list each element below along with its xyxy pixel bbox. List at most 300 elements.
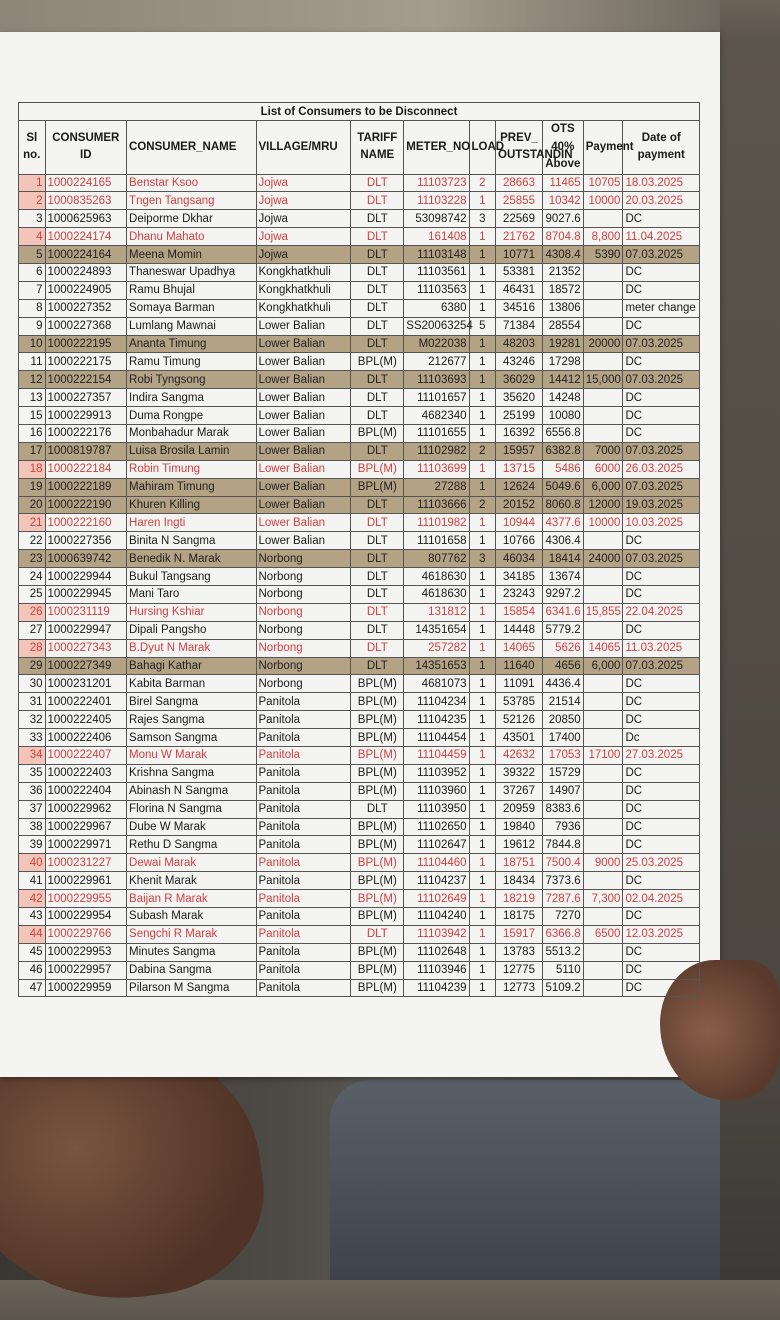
table-row bbox=[19, 442, 700, 460]
cell-payment bbox=[583, 675, 623, 693]
cell-prev-outstanding: 11091 bbox=[496, 675, 543, 693]
cell-prev-outstanding: 13783 bbox=[496, 943, 543, 961]
cell-meter: 11103723 bbox=[404, 174, 469, 192]
cell-consumer-name: Somaya Barman bbox=[127, 299, 256, 317]
cell-consumer-name: Pilarson M Sangma bbox=[127, 979, 256, 997]
cell-load: 1 bbox=[469, 478, 496, 496]
cell-consumer-id: 1000229954 bbox=[45, 908, 127, 926]
cell-ots: 10080 bbox=[542, 407, 583, 425]
cell-load: 1 bbox=[469, 424, 496, 442]
cell-tariff: BPL(M) bbox=[351, 979, 404, 997]
cell-consumer-id: 1000224165 bbox=[45, 174, 127, 192]
cell-date: DC bbox=[623, 585, 700, 603]
cell-consumer-id: 1000222184 bbox=[45, 460, 127, 478]
cell-payment bbox=[583, 782, 623, 800]
table-row bbox=[19, 281, 700, 299]
cell-date: DC bbox=[623, 263, 700, 281]
header-meter: METER_NO bbox=[404, 121, 469, 175]
cell-meter: 11103960 bbox=[404, 782, 469, 800]
cell-load: 1 bbox=[469, 693, 496, 711]
cell-load: 1 bbox=[469, 568, 496, 586]
cell-prev-outstanding: 19612 bbox=[496, 836, 543, 854]
cell-consumer-name: Ananta Timung bbox=[127, 335, 256, 353]
cell-meter: 11102649 bbox=[404, 890, 469, 908]
table-row bbox=[19, 263, 700, 281]
cell-consumer-name: Lumlang Mawnai bbox=[127, 317, 256, 335]
cell-ots: 17298 bbox=[542, 353, 583, 371]
cell-tariff: DLT bbox=[351, 550, 404, 568]
cell-tariff: BPL(M) bbox=[351, 782, 404, 800]
cell-date: DC bbox=[623, 568, 700, 586]
cell-sl: 22 bbox=[19, 532, 46, 550]
cell-load: 1 bbox=[469, 675, 496, 693]
header-consumer-id: CONSUMER ID bbox=[45, 121, 127, 175]
header-tariff: TARIFF NAME bbox=[351, 121, 404, 175]
cell-sl: 34 bbox=[19, 747, 46, 765]
cell-sl: 47 bbox=[19, 979, 46, 997]
cell-consumer-name: Monbahadur Marak bbox=[127, 424, 256, 442]
header-date: Date of payment bbox=[623, 121, 700, 175]
cell-meter: 11104234 bbox=[404, 693, 469, 711]
cell-sl: 32 bbox=[19, 711, 46, 729]
cell-village: Lower Balian bbox=[256, 442, 351, 460]
cell-sl: 28 bbox=[19, 639, 46, 657]
cell-prev-outstanding: 34516 bbox=[496, 299, 543, 317]
cell-ots: 4377.6 bbox=[542, 514, 583, 532]
cell-prev-outstanding: 20959 bbox=[496, 800, 543, 818]
cell-date: DC bbox=[623, 210, 700, 228]
cell-prev-outstanding: 37267 bbox=[496, 782, 543, 800]
cell-consumer-id: 1000222175 bbox=[45, 353, 127, 371]
cell-prev-outstanding: 15917 bbox=[496, 925, 543, 943]
cell-consumer-id: 1000222406 bbox=[45, 729, 127, 747]
cell-ots: 14907 bbox=[542, 782, 583, 800]
cell-meter: 11103561 bbox=[404, 263, 469, 281]
cell-village: Jojwa bbox=[256, 246, 351, 264]
cell-tariff: DLT bbox=[351, 210, 404, 228]
cell-date: DC bbox=[623, 711, 700, 729]
cell-meter: 11103148 bbox=[404, 246, 469, 264]
cell-sl: 43 bbox=[19, 908, 46, 926]
table-row bbox=[19, 228, 700, 246]
cell-payment bbox=[583, 263, 623, 281]
cell-consumer-id: 1000222190 bbox=[45, 496, 127, 514]
cell-sl: 25 bbox=[19, 585, 46, 603]
cell-consumer-id: 1000229961 bbox=[45, 872, 127, 890]
cell-village: Norbong bbox=[256, 603, 351, 621]
cell-ots: 13674 bbox=[542, 568, 583, 586]
cell-ots: 15729 bbox=[542, 764, 583, 782]
cell-meter: 11103699 bbox=[404, 460, 469, 478]
header-ots: OTS 40% Above bbox=[542, 121, 583, 175]
cell-ots: 6382.8 bbox=[542, 442, 583, 460]
cell-sl: 8 bbox=[19, 299, 46, 317]
cell-ots: 6366.8 bbox=[542, 925, 583, 943]
cell-payment: 8,800 bbox=[583, 228, 623, 246]
table-title: List of Consumers to be Disconnect bbox=[19, 103, 700, 121]
cell-consumer-id: 1000227352 bbox=[45, 299, 127, 317]
cell-prev-outstanding: 28663 bbox=[496, 174, 543, 192]
cell-ots: 7270 bbox=[542, 908, 583, 926]
cell-date: DC bbox=[623, 675, 700, 693]
cell-prev-outstanding: 15854 bbox=[496, 603, 543, 621]
cell-consumer-id: 1000224174 bbox=[45, 228, 127, 246]
cell-village: Norbong bbox=[256, 657, 351, 675]
table-row bbox=[19, 908, 700, 926]
cell-tariff: BPL(M) bbox=[351, 711, 404, 729]
cell-village: Panitola bbox=[256, 764, 351, 782]
cell-ots: 5513.2 bbox=[542, 943, 583, 961]
cell-ots: 6556.8 bbox=[542, 424, 583, 442]
cell-meter: 4681073 bbox=[404, 675, 469, 693]
cell-consumer-name: Sengchi R Marak bbox=[127, 925, 256, 943]
cell-village: Jojwa bbox=[256, 192, 351, 210]
cell-tariff: BPL(M) bbox=[351, 890, 404, 908]
cell-consumer-name: B.Dyut N Marak bbox=[127, 639, 256, 657]
cell-ots: 9027.6 bbox=[542, 210, 583, 228]
cell-sl: 7 bbox=[19, 281, 46, 299]
cell-sl: 6 bbox=[19, 263, 46, 281]
cell-consumer-name: Robin Timung bbox=[127, 460, 256, 478]
cell-payment bbox=[583, 353, 623, 371]
cell-village: Norbong bbox=[256, 639, 351, 657]
cell-sl: 10 bbox=[19, 335, 46, 353]
cell-sl: 30 bbox=[19, 675, 46, 693]
cell-consumer-name: Binita N Sangma bbox=[127, 532, 256, 550]
cell-sl: 24 bbox=[19, 568, 46, 586]
cell-village: Lower Balian bbox=[256, 478, 351, 496]
cell-load: 1 bbox=[469, 943, 496, 961]
cell-village: Panitola bbox=[256, 711, 351, 729]
cell-meter: 161408 bbox=[404, 228, 469, 246]
cell-sl: 12 bbox=[19, 371, 46, 389]
cell-consumer-name: Birel Sangma bbox=[127, 693, 256, 711]
cell-meter: 11101657 bbox=[404, 389, 469, 407]
table-row bbox=[19, 335, 700, 353]
cell-sl: 35 bbox=[19, 764, 46, 782]
cell-ots: 6341.6 bbox=[542, 603, 583, 621]
cell-meter: 11103228 bbox=[404, 192, 469, 210]
cell-village: Norbong bbox=[256, 621, 351, 639]
cell-prev-outstanding: 42632 bbox=[496, 747, 543, 765]
cell-consumer-name: Mani Taro bbox=[127, 585, 256, 603]
cell-tariff: BPL(M) bbox=[351, 675, 404, 693]
cell-load: 5 bbox=[469, 317, 496, 335]
cell-tariff: DLT bbox=[351, 442, 404, 460]
cell-ots: 14248 bbox=[542, 389, 583, 407]
cell-meter: 11101982 bbox=[404, 514, 469, 532]
cell-village: Lower Balian bbox=[256, 460, 351, 478]
table-body bbox=[19, 174, 700, 997]
cell-consumer-id: 1000227356 bbox=[45, 532, 127, 550]
cell-prev-outstanding: 18751 bbox=[496, 854, 543, 872]
cell-tariff: DLT bbox=[351, 263, 404, 281]
cell-consumer-name: Krishna Sangma bbox=[127, 764, 256, 782]
cell-meter: 11104459 bbox=[404, 747, 469, 765]
cell-sl: 42 bbox=[19, 890, 46, 908]
table-row bbox=[19, 657, 700, 675]
cell-sl: 17 bbox=[19, 442, 46, 460]
table-row bbox=[19, 371, 700, 389]
cell-meter: 257282 bbox=[404, 639, 469, 657]
cell-payment: 15,000 bbox=[583, 371, 623, 389]
cell-load: 1 bbox=[469, 890, 496, 908]
cell-date: 11.04.2025 bbox=[623, 228, 700, 246]
cell-meter: 11101658 bbox=[404, 532, 469, 550]
cell-date: 07.03.2025 bbox=[623, 335, 700, 353]
cell-prev-outstanding: 18175 bbox=[496, 908, 543, 926]
cell-payment: 5390 bbox=[583, 246, 623, 264]
cell-meter: 11104235 bbox=[404, 711, 469, 729]
table-row bbox=[19, 174, 700, 192]
cell-date: DC bbox=[623, 943, 700, 961]
table-row bbox=[19, 353, 700, 371]
table-row bbox=[19, 603, 700, 621]
cell-payment: 15,855 bbox=[583, 603, 623, 621]
cell-prev-outstanding: 48203 bbox=[496, 335, 543, 353]
cell-ots: 10342 bbox=[542, 192, 583, 210]
cell-load: 1 bbox=[469, 603, 496, 621]
cell-payment bbox=[583, 818, 623, 836]
cell-tariff: BPL(M) bbox=[351, 764, 404, 782]
table-row bbox=[19, 961, 700, 979]
cell-village: Norbong bbox=[256, 585, 351, 603]
cell-consumer-id: 1000224905 bbox=[45, 281, 127, 299]
cell-prev-outstanding: 10766 bbox=[496, 532, 543, 550]
cell-tariff: BPL(M) bbox=[351, 460, 404, 478]
cell-load: 1 bbox=[469, 299, 496, 317]
cell-prev-outstanding: 53381 bbox=[496, 263, 543, 281]
cell-ots: 5049.6 bbox=[542, 478, 583, 496]
cell-load: 1 bbox=[469, 872, 496, 890]
table-row bbox=[19, 568, 700, 586]
cell-prev-outstanding: 43501 bbox=[496, 729, 543, 747]
cell-prev-outstanding: 34185 bbox=[496, 568, 543, 586]
cell-tariff: DLT bbox=[351, 335, 404, 353]
cell-consumer-id: 1000222405 bbox=[45, 711, 127, 729]
cell-prev-outstanding: 20152 bbox=[496, 496, 543, 514]
cell-sl: 38 bbox=[19, 818, 46, 836]
table-row bbox=[19, 818, 700, 836]
cell-sl: 27 bbox=[19, 621, 46, 639]
cell-load: 1 bbox=[469, 657, 496, 675]
cell-load: 1 bbox=[469, 711, 496, 729]
cell-consumer-id: 1000231201 bbox=[45, 675, 127, 693]
cell-ots: 8060.8 bbox=[542, 496, 583, 514]
cell-meter: 11103952 bbox=[404, 764, 469, 782]
cell-village: Lower Balian bbox=[256, 389, 351, 407]
cell-ots: 18414 bbox=[542, 550, 583, 568]
cell-load: 1 bbox=[469, 407, 496, 425]
cell-consumer-id: 1000222154 bbox=[45, 371, 127, 389]
table-row bbox=[19, 675, 700, 693]
cell-consumer-name: Benstar Ksoo bbox=[127, 174, 256, 192]
cell-ots: 11465 bbox=[542, 174, 583, 192]
cell-load: 1 bbox=[469, 836, 496, 854]
cell-consumer-name: Duma Rongpe bbox=[127, 407, 256, 425]
cell-tariff: DLT bbox=[351, 639, 404, 657]
cell-payment bbox=[583, 317, 623, 335]
cell-village: Lower Balian bbox=[256, 424, 351, 442]
cell-prev-outstanding: 22569 bbox=[496, 210, 543, 228]
cell-sl: 19 bbox=[19, 478, 46, 496]
cell-load: 1 bbox=[469, 854, 496, 872]
cell-date: DC bbox=[623, 818, 700, 836]
cell-prev-outstanding: 12624 bbox=[496, 478, 543, 496]
cell-payment: 12000 bbox=[583, 496, 623, 514]
header-consumer-name: CONSUMER_NAME bbox=[127, 121, 256, 175]
table-row bbox=[19, 389, 700, 407]
cell-village: Lower Balian bbox=[256, 353, 351, 371]
cell-date: 07.03.2025 bbox=[623, 371, 700, 389]
cell-prev-outstanding: 36029 bbox=[496, 371, 543, 389]
cell-date: 07.03.2025 bbox=[623, 478, 700, 496]
cell-consumer-id: 1000229957 bbox=[45, 961, 127, 979]
cell-consumer-id: 1000227349 bbox=[45, 657, 127, 675]
cell-date: 20.03.2025 bbox=[623, 192, 700, 210]
cell-consumer-id: 1000229913 bbox=[45, 407, 127, 425]
consumer-table-container bbox=[18, 102, 700, 997]
cell-prev-outstanding: 16392 bbox=[496, 424, 543, 442]
cell-date: 07.03.2025 bbox=[623, 246, 700, 264]
cell-prev-outstanding: 19840 bbox=[496, 818, 543, 836]
header-sl: Sl no. bbox=[19, 121, 46, 175]
cell-tariff: DLT bbox=[351, 389, 404, 407]
cell-payment bbox=[583, 281, 623, 299]
cell-payment: 7000 bbox=[583, 442, 623, 460]
cell-village: Lower Balian bbox=[256, 532, 351, 550]
cell-consumer-name: Mahiram Timung bbox=[127, 478, 256, 496]
cell-prev-outstanding: 10771 bbox=[496, 246, 543, 264]
cell-sl: 36 bbox=[19, 782, 46, 800]
cell-consumer-name: Dipali Pangsho bbox=[127, 621, 256, 639]
cell-date: DC bbox=[623, 532, 700, 550]
cell-payment: 6,000 bbox=[583, 478, 623, 496]
cell-payment bbox=[583, 961, 623, 979]
cell-date: DC bbox=[623, 693, 700, 711]
cell-village: Norbong bbox=[256, 550, 351, 568]
cell-ots: 19281 bbox=[542, 335, 583, 353]
cell-tariff: BPL(M) bbox=[351, 908, 404, 926]
cell-consumer-name: Ramu Bhujal bbox=[127, 281, 256, 299]
cell-ots: 7287.6 bbox=[542, 890, 583, 908]
cell-payment: 9000 bbox=[583, 854, 623, 872]
cell-sl: 31 bbox=[19, 693, 46, 711]
cell-ots: 18572 bbox=[542, 281, 583, 299]
cell-payment: 14065 bbox=[583, 639, 623, 657]
cell-tariff: BPL(M) bbox=[351, 353, 404, 371]
consumer-table bbox=[18, 102, 700, 997]
cell-date: 02.04.2025 bbox=[623, 890, 700, 908]
table-row bbox=[19, 299, 700, 317]
cell-tariff: DLT bbox=[351, 496, 404, 514]
cell-date: DC bbox=[623, 782, 700, 800]
cell-ots: 17400 bbox=[542, 729, 583, 747]
cell-village: Panitola bbox=[256, 872, 351, 890]
cell-payment bbox=[583, 693, 623, 711]
cell-load: 3 bbox=[469, 550, 496, 568]
cell-load: 1 bbox=[469, 764, 496, 782]
table-row bbox=[19, 943, 700, 961]
cell-consumer-name: Deiporme Dkhar bbox=[127, 210, 256, 228]
cell-meter: 11104239 bbox=[404, 979, 469, 997]
cell-payment: 20000 bbox=[583, 335, 623, 353]
cell-ots: 21352 bbox=[542, 263, 583, 281]
cell-date: DC bbox=[623, 836, 700, 854]
cell-village: Norbong bbox=[256, 568, 351, 586]
cell-village: Panitola bbox=[256, 925, 351, 943]
cell-payment: 7,300 bbox=[583, 890, 623, 908]
cell-tariff: DLT bbox=[351, 603, 404, 621]
cell-tariff: DLT bbox=[351, 532, 404, 550]
cell-ots: 4656 bbox=[542, 657, 583, 675]
cell-consumer-id: 1000222176 bbox=[45, 424, 127, 442]
cell-meter: 4682340 bbox=[404, 407, 469, 425]
cell-prev-outstanding: 18434 bbox=[496, 872, 543, 890]
cell-sl: 26 bbox=[19, 603, 46, 621]
cell-ots: 9297.2 bbox=[542, 585, 583, 603]
cell-load: 1 bbox=[469, 281, 496, 299]
cell-sl: 40 bbox=[19, 854, 46, 872]
cell-sl: 45 bbox=[19, 943, 46, 961]
cell-village: Lower Balian bbox=[256, 514, 351, 532]
cell-consumer-name: Monu W Marak bbox=[127, 747, 256, 765]
cell-ots: 7844.8 bbox=[542, 836, 583, 854]
cell-village: Jojwa bbox=[256, 228, 351, 246]
cell-sl: 29 bbox=[19, 657, 46, 675]
cell-consumer-id: 1000227368 bbox=[45, 317, 127, 335]
cell-sl: 3 bbox=[19, 210, 46, 228]
table-row bbox=[19, 836, 700, 854]
cell-date: 25.03.2025 bbox=[623, 854, 700, 872]
cell-load: 1 bbox=[469, 371, 496, 389]
cell-date: DC bbox=[623, 389, 700, 407]
cell-date: DC bbox=[623, 317, 700, 335]
cell-village: Panitola bbox=[256, 800, 351, 818]
header-prev-outstanding: PREV_ OUTSTANDIN bbox=[496, 121, 543, 175]
cell-load: 1 bbox=[469, 585, 496, 603]
cell-date: 11.03.2025 bbox=[623, 639, 700, 657]
cell-consumer-id: 1000229962 bbox=[45, 800, 127, 818]
cell-consumer-name: Minutes Sangma bbox=[127, 943, 256, 961]
cell-consumer-id: 1000819787 bbox=[45, 442, 127, 460]
cell-payment: 6,000 bbox=[583, 657, 623, 675]
cell-prev-outstanding: 39322 bbox=[496, 764, 543, 782]
cell-load: 1 bbox=[469, 192, 496, 210]
table-row bbox=[19, 711, 700, 729]
cell-sl: 21 bbox=[19, 514, 46, 532]
cell-date: 07.03.2025 bbox=[623, 657, 700, 675]
cell-load: 1 bbox=[469, 353, 496, 371]
cell-consumer-id: 1000229967 bbox=[45, 818, 127, 836]
cell-date: DC bbox=[623, 407, 700, 425]
cell-consumer-name: Samson Sangma bbox=[127, 729, 256, 747]
cell-consumer-name: Abinash N Sangma bbox=[127, 782, 256, 800]
cell-consumer-name: Bukul Tangsang bbox=[127, 568, 256, 586]
cell-consumer-id: 1000222403 bbox=[45, 764, 127, 782]
cell-meter: 11104454 bbox=[404, 729, 469, 747]
cell-village: Panitola bbox=[256, 961, 351, 979]
cell-ots: 7373.6 bbox=[542, 872, 583, 890]
cell-tariff: BPL(M) bbox=[351, 836, 404, 854]
cell-consumer-name: Khuren Killing bbox=[127, 496, 256, 514]
cell-sl: 9 bbox=[19, 317, 46, 335]
cell-sl: 4 bbox=[19, 228, 46, 246]
cell-meter: 11103693 bbox=[404, 371, 469, 389]
cell-payment bbox=[583, 836, 623, 854]
cell-ots: 13806 bbox=[542, 299, 583, 317]
cell-payment bbox=[583, 872, 623, 890]
